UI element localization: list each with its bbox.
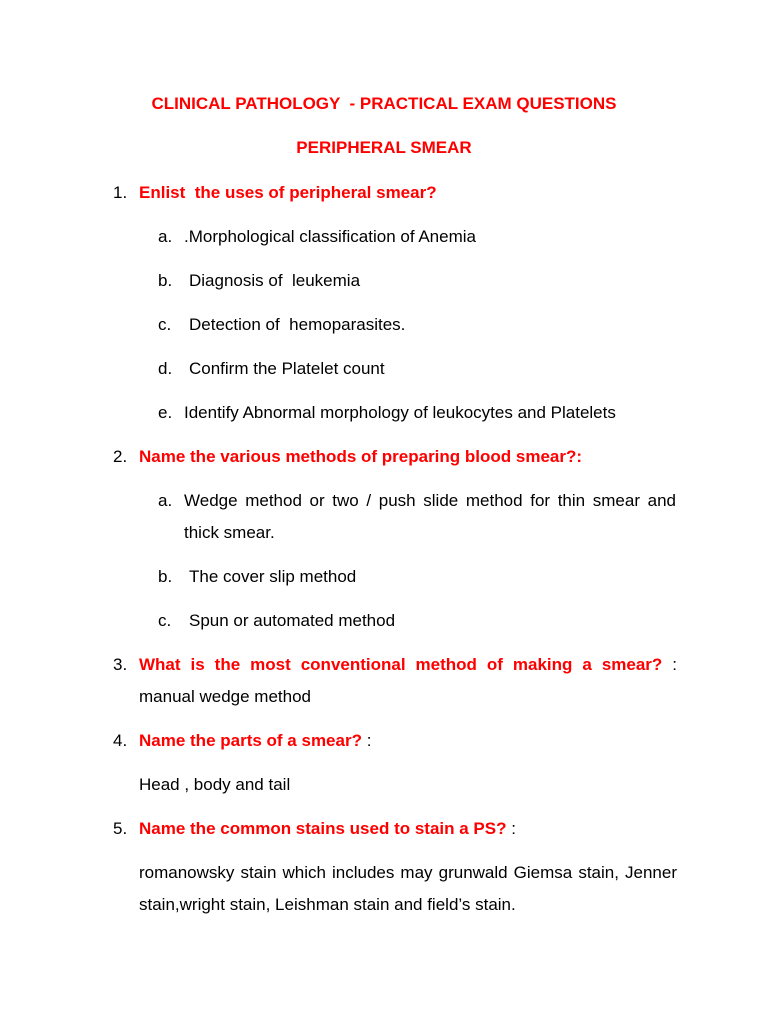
answer-letter: c. [158,315,172,334]
answer-text: The cover slip method [189,567,357,586]
answer-letter: c. [158,611,172,630]
answer-letter: e. [158,403,173,422]
question-suffix: : [506,819,516,838]
question-number: 5. [113,819,128,838]
answer-text: Identify Abnormal morphology of leukocytes and Platelets [184,403,616,422]
question-suffix: : [662,655,677,674]
answer-text: Wedge method or two / push slide method for thin smear and thick smear. [184,491,676,542]
answer-text: Head , body and tail [139,775,291,794]
question-text: Name the common stains used to stain a PS? [139,819,507,838]
answer-text: Confirm the Platelet count [189,359,385,378]
question-line [139,655,677,675]
answer-text: Spun or automated method [189,611,396,630]
answer-letter: d. [158,359,173,378]
answer-letter: b. [158,567,173,586]
question-text: Name the various methods of preparing blood smear?: [139,447,583,466]
question-suffix: : [361,731,372,750]
answer-text: manual wedge method [139,687,312,706]
question-number: 3. [113,655,128,674]
answer-text: Diagnosis of leukemia [189,271,361,290]
answer-text: Detection of hemoparasites. [189,315,406,334]
answer-text: .Morphological classification of Anemia [184,227,476,246]
question-number: 2. [113,447,128,466]
question-line [139,731,371,751]
answer-text: romanowsky stain which includes may grunwald Giemsa stain, Jenner stain,wright stain, Leishman stain and field’s stain. [139,863,677,914]
section-heading: PERIPHERAL SMEAR [296,138,472,157]
answer-letter: a. [158,491,173,510]
question-text: What is the most conventional method of making a smear? [139,655,663,674]
page-title: CLINICAL PATHOLOGY - PRACTICAL EXAM QUESTIONS [151,94,617,113]
question-number: 1. [113,183,128,202]
answer-letter: a. [158,227,173,246]
answer-letter: b. [158,271,173,290]
question-text: Name the parts of a smear? [139,731,362,750]
question-text: Enlist the uses of peripheral smear? [139,183,437,202]
question-line [139,819,516,839]
question-number: 4. [113,731,128,750]
